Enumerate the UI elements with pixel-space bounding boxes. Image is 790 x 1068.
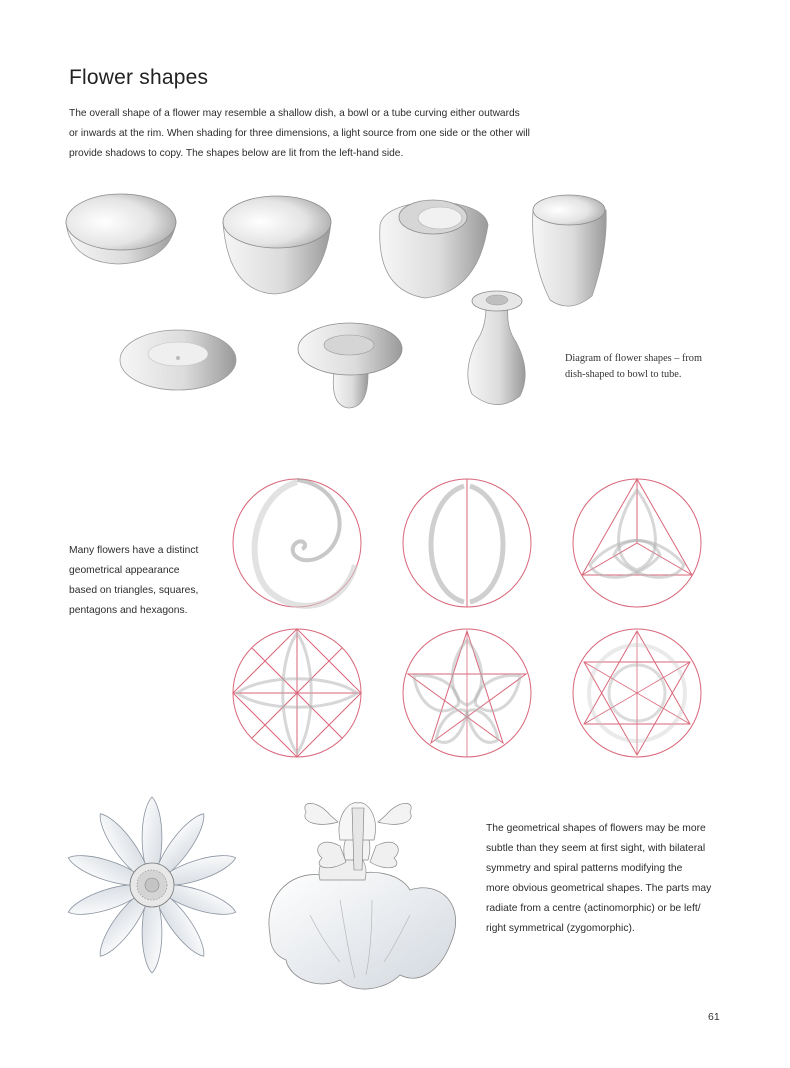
intro-line: provide shadows to copy. The shapes below are lit from the left-hand side. (69, 148, 404, 159)
actinomorphic-flower-drawing (65, 797, 238, 973)
geometry-line: geometrical appearance (69, 565, 180, 576)
pentagon-diagram (403, 629, 531, 757)
hexagon-diagram (573, 629, 701, 757)
triangle-diagram (573, 479, 701, 607)
intro-line: The overall shape of a flower may resemble a shallow dish, a bowl or a tube curving either outwards (69, 108, 520, 119)
geometry-line: based on triangles, squares, (69, 585, 199, 596)
intro-line: or inwards at the rim. When shading for three dimensions, a light source from one side or the other will (69, 128, 530, 139)
symmetry-line: radiate from a centre (actinomorphic) or be left/ (486, 903, 701, 914)
symmetry-line: symmetry and spiral patterns modifying the (486, 863, 683, 874)
spiral-diagram (233, 479, 361, 607)
geometry-line: Many flowers have a distinct (69, 545, 199, 556)
bowl-shape (223, 196, 331, 294)
tube-shape (533, 195, 607, 306)
caption-line: dish-shaped to bowl to tube. (565, 369, 682, 380)
caption-line: Diagram of flower shapes – from (565, 353, 702, 364)
shallow-dish-shape (66, 194, 176, 264)
deep-bowl-shape (380, 200, 488, 298)
flat-saucer-shape (120, 330, 236, 390)
geometry-paragraph (69, 541, 229, 621)
symmetry-line: subtle than they seem at first sight, with bilateral (486, 843, 706, 854)
flared-cup-shape (298, 323, 402, 408)
symmetry-line: right symmetrical (zygomorphic). (486, 923, 635, 934)
bilateral-diagram (403, 479, 531, 607)
symmetry-line: The geometrical shapes of flowers may be more (486, 823, 706, 834)
shapes-caption (565, 351, 735, 383)
page-title: Flower shapes (69, 66, 209, 89)
geometry-line: pentagons and hexagons. (69, 605, 188, 616)
vase-tube-shape (468, 291, 525, 405)
page-number: 61 (708, 1011, 720, 1023)
symmetry-line: more obvious geometrical shapes. The parts may (486, 883, 712, 894)
zygomorphic-flower-drawing (269, 803, 456, 989)
square-diagram (233, 629, 361, 757)
symmetry-paragraph (486, 819, 736, 939)
